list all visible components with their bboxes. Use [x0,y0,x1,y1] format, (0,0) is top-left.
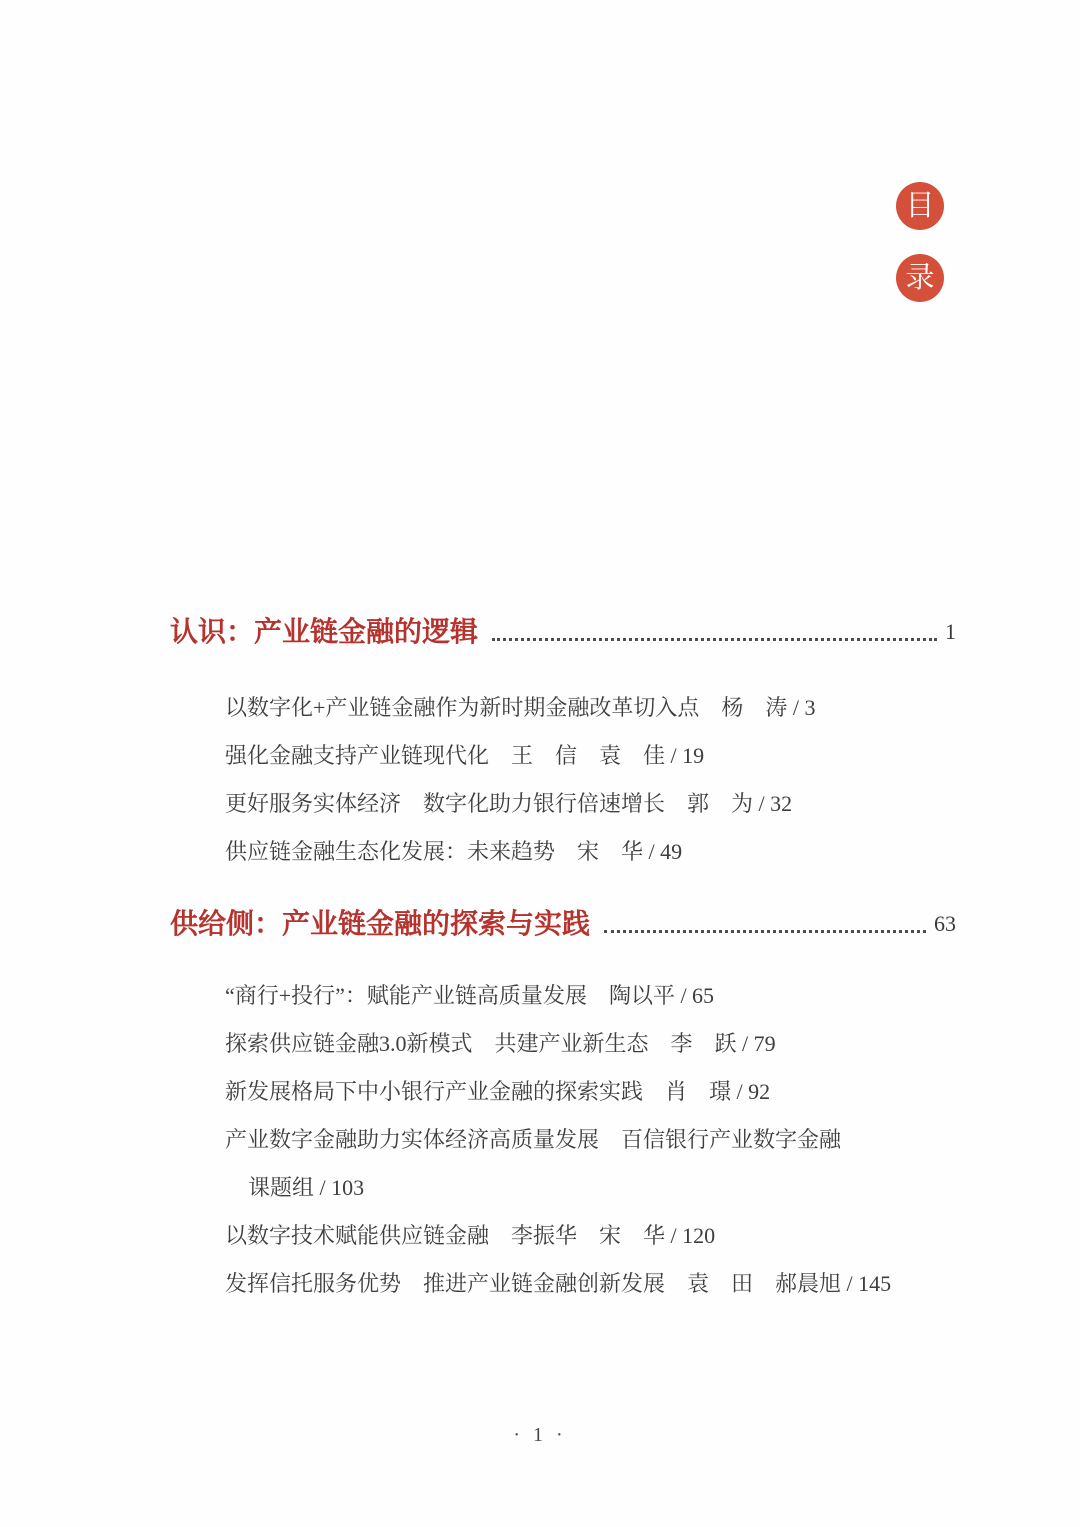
section-title: 供给侧：产业链金融的探索与实践 [170,909,591,940]
dotted-leader [604,930,926,933]
section-heading-2 [170,904,956,945]
footer-page-number: · 1 · [513,1424,567,1446]
toc-badge-char-top: 目 [905,189,935,222]
toc-entry: 供应链金融生态化发展：未来趋势 宋 华 / 49 [225,839,683,864]
section-page-number: 63 [934,911,956,936]
toc-entry: 以数字化+产业链金融作为新时期金融改革切入点 杨 涛 / 3 [225,695,816,720]
page-footer [0,1424,1080,1447]
section-entries-1 [170,684,956,876]
section-entries-2 [170,972,956,1308]
toc-entry: “商行+投行”：赋能产业链高质量发展 陶以平 / 65 [225,983,715,1008]
toc-entry: 新发展格局下中小银行产业金融的探索实践 肖 璟 / 92 [225,1079,771,1104]
toc-badge-char-bottom: 录 [905,261,935,294]
toc-entry: 产业数字金融助力实体经济高质量发展 百信银行产业数字金融 [225,1127,842,1152]
toc-entry: 发挥信托服务优势 推进产业链金融创新发展 袁 田 郝晨旭 / 145 [225,1271,892,1296]
section-title: 认识：产业链金融的逻辑 [170,617,479,648]
toc-body [170,0,956,1527]
toc-entry: 强化金融支持产业链现代化 王 信 袁 佳 / 19 [225,743,705,768]
toc-entry: 以数字技术赋能供应链金融 李振华 宋 华 / 120 [225,1223,716,1248]
toc-entry-continuation: 课题组 / 103 [248,1175,365,1200]
section-page-number: 1 [945,619,956,644]
section-heading-1 [170,612,956,653]
toc-entry: 更好服务实体经济 数字化助力银行倍速增长 郭 为 / 32 [225,791,793,816]
toc-entry: 探索供应链金融3.0新模式 共建产业新生态 李 跃 / 79 [225,1031,776,1056]
dotted-leader [492,638,937,641]
